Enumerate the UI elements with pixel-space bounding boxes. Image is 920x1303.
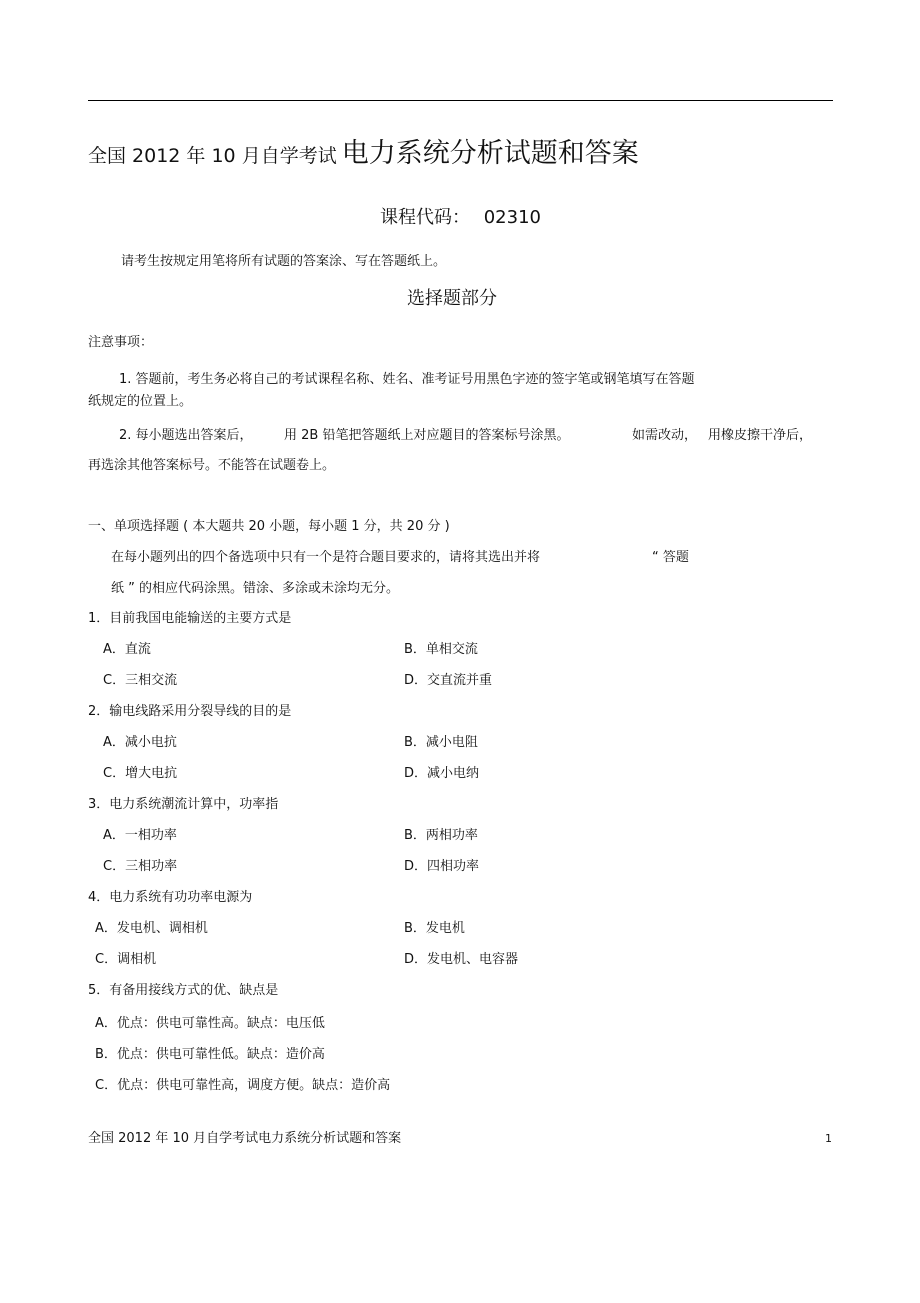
footer-text: 全国 2012 年 10 月自学考试电力系统分析试题和答案 [88,1131,402,1146]
option-c: C．三相功率 [103,859,178,874]
option-a: A．发电机、调相机 [95,921,208,936]
notes-heading: 注意事项： [88,335,154,350]
option-d: D．发电机、电容器 [404,952,519,967]
question-stem: 3．电力系统潮流计算中，功率指 [88,797,279,812]
intro-text: 请考生按规定用笔将所有试题的答案涂、写在答题纸上。 [121,254,447,269]
option-c: C．调相机 [95,952,157,967]
note-2-d: 用橡皮擦干净后， [708,428,813,443]
course-code-value: 02310 [483,207,541,228]
note-2-c: 如需改动， [632,428,698,443]
question-stem: 5．有备用接线方式的优、缺点是 [88,983,279,998]
course-code-label: 课程代码： [380,207,470,228]
page-title [88,131,639,170]
option-c: C．增大电抗 [103,766,178,781]
part1-instruction-2: 纸 ” 的相应代码涂黑。错涂、多涂或未涂均无分。 [111,581,399,596]
option-a: A．优点：供电可靠性高。缺点：电压低 [95,1016,325,1031]
note-2-line-2: 再选涂其他答案标号。不能答在试题卷上。 [88,458,336,473]
option-c: C．优点：供电可靠性高，调度方便。缺点：造价高 [95,1078,391,1093]
option-b: B．减小电阻 [404,735,478,750]
note-2-b: 用 2B 铅笔把答题纸上对应题目的答案标号涂黑。 [284,428,570,443]
option-a: A．减小电抗 [103,735,177,750]
option-b: B．优点：供电可靠性低。缺点：造价高 [95,1047,325,1062]
option-d: D．四相功率 [404,859,480,874]
section-title: 选择题部分 [407,288,497,309]
note-1-line-1: 1. 答题前，考生务必将自己的考试课程名称、姓名、准考证号用黑色字迹的签字笔或钢笔填写在答题 [119,372,695,387]
question-stem: 1．目前我国电能输送的主要方式是 [88,611,292,626]
note-1-line-2: 纸规定的位置上。 [88,394,193,409]
part1-heading: 一、单项选择题 ( 本大题共 20 小题，每小题 1 分，共 20 分 ) [88,519,450,534]
page-number: 1 [825,1132,832,1145]
question-stem: 2．输电线路采用分裂导线的目的是 [88,704,292,719]
part1-instruction-1b: “ 答题 [652,550,689,565]
note-2-a: 2. 每小题选出答案后， [119,428,253,443]
option-a: A．直流 [103,642,151,657]
option-d: D．减小电纳 [404,766,480,781]
option-d: D．交直流并重 [404,673,493,688]
question-stem: 4．电力系统有功功率电源为 [88,890,253,905]
option-b: B．两相功率 [404,828,478,843]
option-b: B．发电机 [404,921,465,936]
part1-instruction-1a: 在每小题列出的四个备选项中只有一个是符合题目要求的，请将其选出并将 [111,550,541,565]
course-code [380,203,541,229]
option-b: B．单相交流 [404,642,478,657]
option-c: C．三相交流 [103,673,178,688]
title-prefix: 全国 2012 年 10 月自学考试 [88,145,337,167]
option-a: A．一相功率 [103,828,177,843]
title-main: 电力系统分析试题和答案 [341,138,639,169]
header-rule [88,100,833,101]
